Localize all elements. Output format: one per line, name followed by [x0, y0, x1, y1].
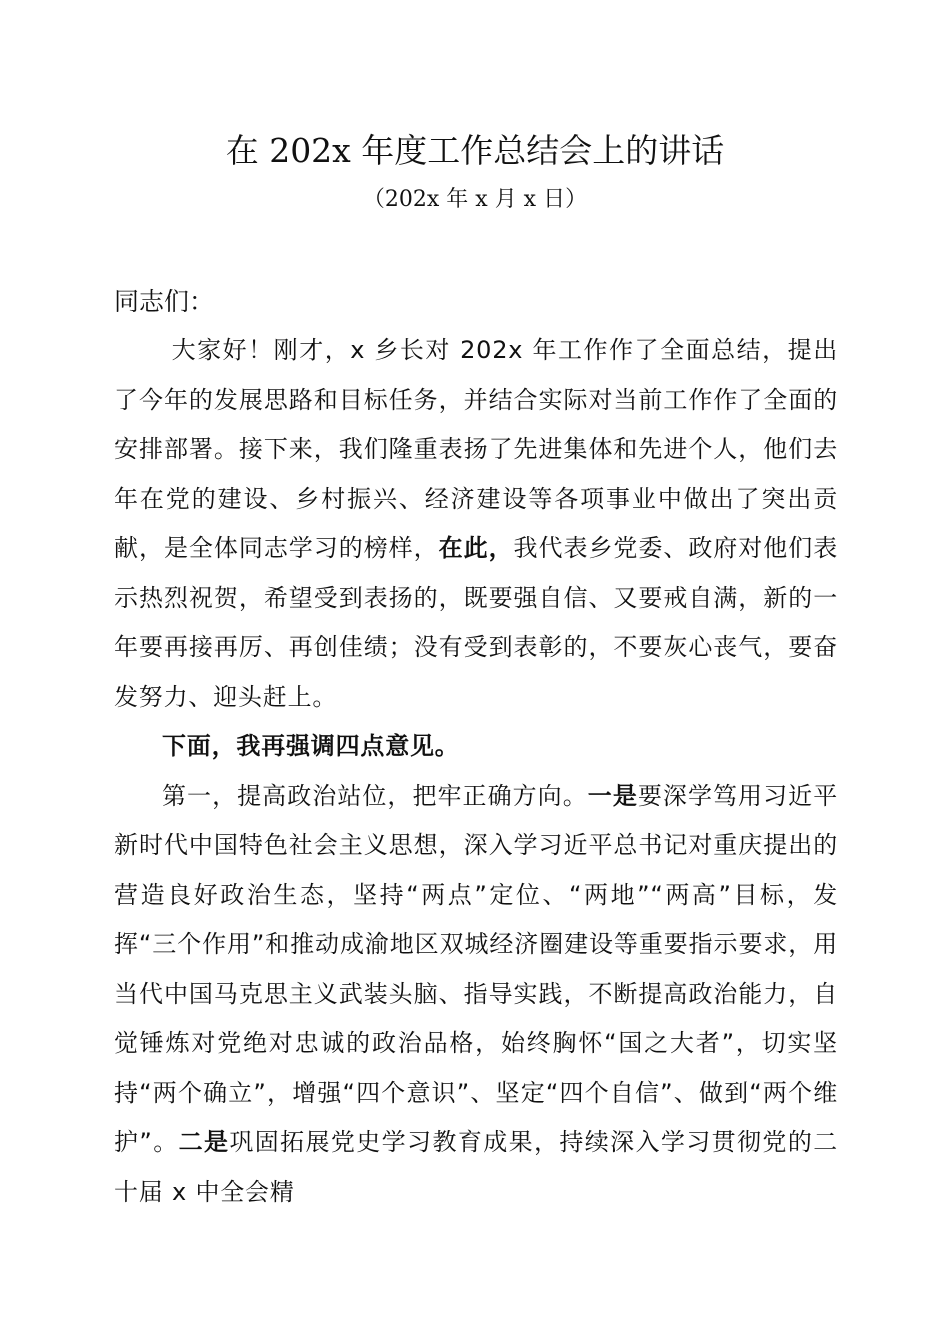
speech-body [114, 326, 838, 1217]
paragraph-point-one [114, 772, 838, 1218]
paragraph-text: 巩固拓展党史学习教育成果，持续深入学习贯彻党的二十届 x 中全会精 [114, 1128, 838, 1206]
emphasis-text: 二是 [178, 1128, 230, 1156]
paragraph-text: 大家好！刚才，x 乡长对 202x 年工作作了全面总结，提出了今年的发展思路和目标任务，并结合实际对当前工作作了全面的安排部署。接下来，我们隆重表扬了先进集体和先进个人，他们去年在党的建设、乡村振兴、经济建设等各项事业中做出了突出贡献，是全体同志学习的榜样， [114, 336, 838, 562]
emphasis-text: 在此， [438, 534, 514, 562]
paragraph-opening [114, 326, 838, 722]
salutation: 同志们： [114, 287, 215, 316]
emphasis-text: 一是 [587, 781, 638, 810]
document-date: （202x 年 x 月 x 日） [362, 187, 588, 212]
document-title: 在 202x 年度工作总结会上的讲话 [225, 131, 725, 170]
paragraph-heading: 下面，我再强调四点意见。 [162, 732, 460, 760]
paragraph-lead: 第一，提高政治站位，把牢正确方向。 [162, 781, 588, 810]
paragraph-text: 我代表乡党委、政府对他们表示热烈祝贺，希望受到表扬的，既要强自信、又要戒自满，新的一年要再接再厉、再创佳绩；没有受到表彰的，不要灰心丧气，要奋发努力、迎头赶上。 [114, 534, 838, 711]
paragraph-text: 要深学笃用习近平新时代中国特色社会主义思想，深入学习近平总书记对重庆提出的营造良好政治生态，坚持“两点”定位、“两地”“两高”目标，发挥“三个作用”和推动成渝地区双城经济圈建设等重要指示要求，用当代中国马克思主义武装头脑、指导实践，不断提高政治能力，自觉锤炼对党绝对忠诚的政治品格，始终胸怀“国之大者”，切实坚持“两个确立”，增强“四个意识”、坚定“四个自信”、做到“两个维护”。 [114, 781, 838, 1156]
